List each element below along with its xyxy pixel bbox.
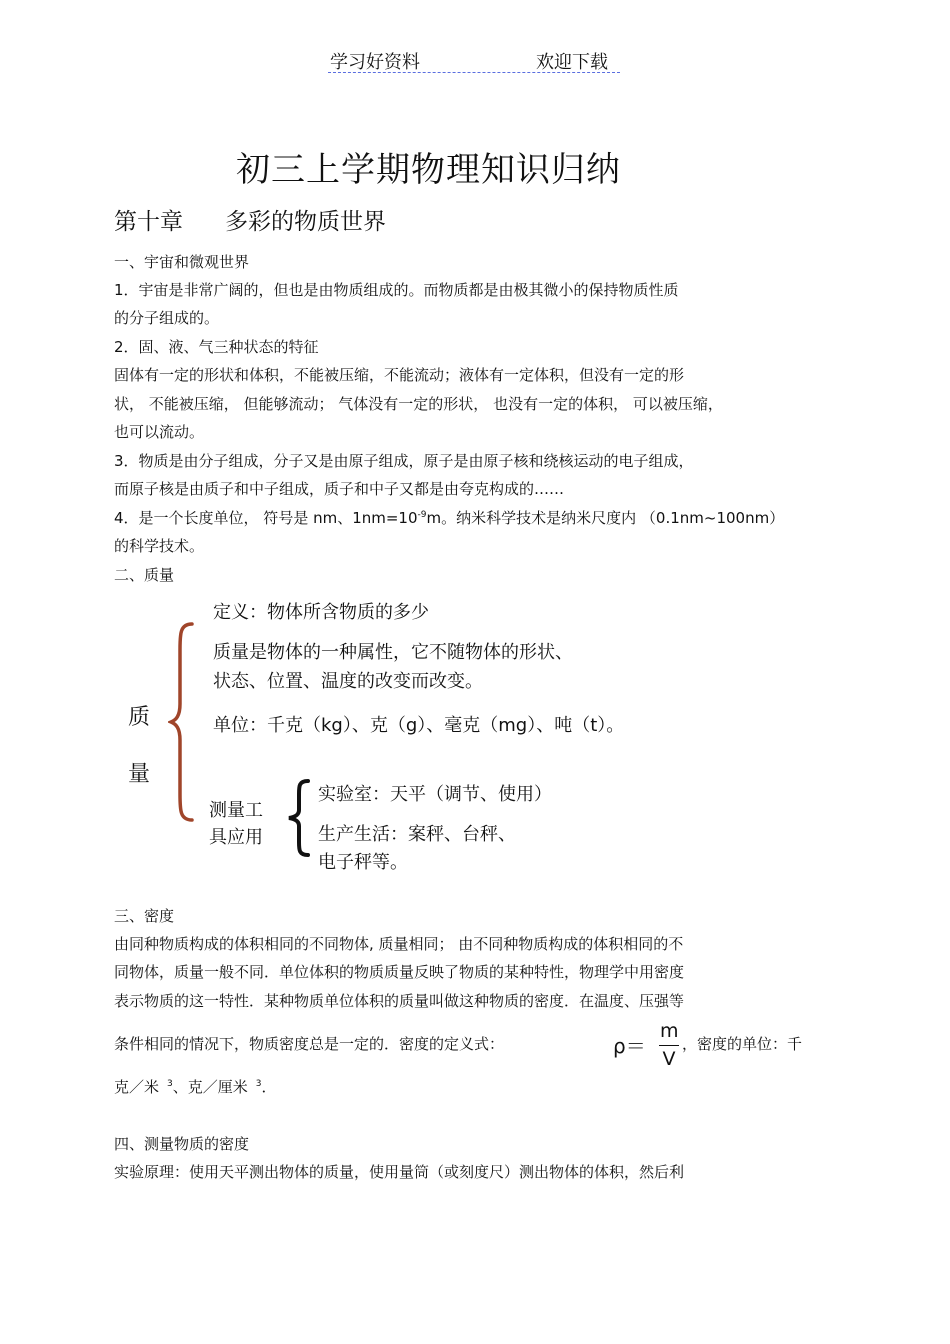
experiment-principle-line: 实验原理：使用天平测出物体的质量，使用量筒（或刻度尺）测出物体的体积，然后利 (114, 1163, 685, 1181)
unit-exp-2: 3 (255, 1079, 262, 1089)
para-3-line-2: 而原子核是由质子和中子组成，质子和中子又都是由夸克构成的…… (114, 480, 565, 498)
page-title: 初三上学期物理知识归纳 (236, 150, 621, 190)
section-4-heading: 四、测量物质的密度 (114, 1135, 250, 1153)
mass-definition: 定义：物体所含物质的多少 (213, 602, 429, 623)
chapter-name: 多彩的物质世界 (225, 209, 386, 235)
para-4-text-b: m。纳米科学技术是纳米尺度内 （0.1nm~100nm） (426, 509, 785, 527)
density-unit-line (114, 1077, 277, 1097)
mass-brace (168, 620, 196, 825)
mass-units: 单位：千克（kg）、克（g）、毫克（mg）、吨（t）。 (213, 715, 625, 736)
density-denominator: V (662, 1048, 676, 1070)
para-4-line-1 (114, 508, 784, 528)
density-numerator: m (660, 1020, 679, 1042)
para-4-text-a: 4．是一个长度单位， 符号是 nm、1nm=10 (114, 509, 418, 527)
density-unit-lead: ，密度的单位：千 (682, 1035, 803, 1053)
mass-property-line-1: 质量是物体的一种属性，它不随物体的形状、 (213, 642, 573, 663)
unit-g-per-cm3: 、克／厘米 (172, 1078, 248, 1096)
fraction-bar (659, 1045, 679, 1046)
para-1-line-1: 1．宇宙是非常广阔的，但也是由物质组成的。而物质都是由极其微小的保持物质性质 (114, 281, 679, 299)
para-4-exponent: -9 (417, 510, 427, 520)
unit-end: ． (261, 1078, 277, 1096)
density-rho: ρ＝ (613, 1034, 646, 1058)
header-right-text: 欢迎下载 (536, 52, 608, 73)
chapter-heading (114, 203, 386, 236)
para-2-title: 2．固、液、气三种状态的特征 (114, 338, 319, 356)
tool-label-line-1: 测量工 (209, 800, 263, 821)
tool-label-line-2: 具应用 (209, 827, 263, 848)
mass-property-line-2: 状态、位置、温度的改变而改变。 (213, 671, 483, 692)
tool-life-line-2: 电子秤等。 (318, 852, 408, 873)
tool-lab: 实验室：天平（调节、使用） (318, 784, 552, 805)
para-2-line-2: 状， 不能被压缩， 但能够流动； 气体没有一定的形状， 也没有一定的体积， 可以被压缩， (114, 395, 723, 413)
unit-exp-1: 3 (167, 1079, 173, 1089)
tool-life-line-1: 生产生活：案秤、台秤、 (318, 824, 516, 845)
chapter-number: 第十章 (114, 209, 183, 235)
para-3-line-1: 3．物质是由分子组成，分子又是由原子组成，原子是由原子核和绕核运动的电子组成， (114, 452, 694, 470)
para-4-line-2: 的科学技术。 (114, 537, 205, 555)
para-1-line-2: 的分子组成的。 (114, 309, 220, 327)
para-2-line-1: 固体有一定的形状和体积，不能被压缩，不能流动；液体有一定体积，但没有一定的形 (114, 366, 685, 384)
mass-label-char-2: 量 (128, 762, 151, 787)
section-2-heading: 二、质量 (114, 566, 175, 584)
unit-kg-per-m3: 克／米 (114, 1078, 160, 1096)
para-2-line-3: 也可以流动。 (114, 423, 205, 441)
density-line-1: 由同种物质构成的体积相同的不同物体, 质量相同； 由不同种物质构成的体积相同的不 (114, 935, 684, 953)
density-line-3: 表示物质的这一特性．某种物质单位体积的质量叫做这种物质的密度．在温度、压强等 (114, 992, 685, 1010)
density-line-2: 同物体，质量一般不同．单位体积的物质质量反映了物质的某种特性，物理学中用密度 (114, 963, 685, 981)
section-1-heading: 一、宇宙和微观世界 (114, 253, 250, 271)
density-formula-lead: 条件相同的情况下，物质密度总是一定的．密度的定义式： (114, 1035, 505, 1053)
header-left-text: 学习好资料 (330, 52, 420, 73)
header-divider (328, 72, 620, 73)
section-3-heading: 三、密度 (114, 907, 175, 925)
mass-label-char-1: 质 (128, 705, 151, 730)
tool-brace (284, 778, 312, 858)
